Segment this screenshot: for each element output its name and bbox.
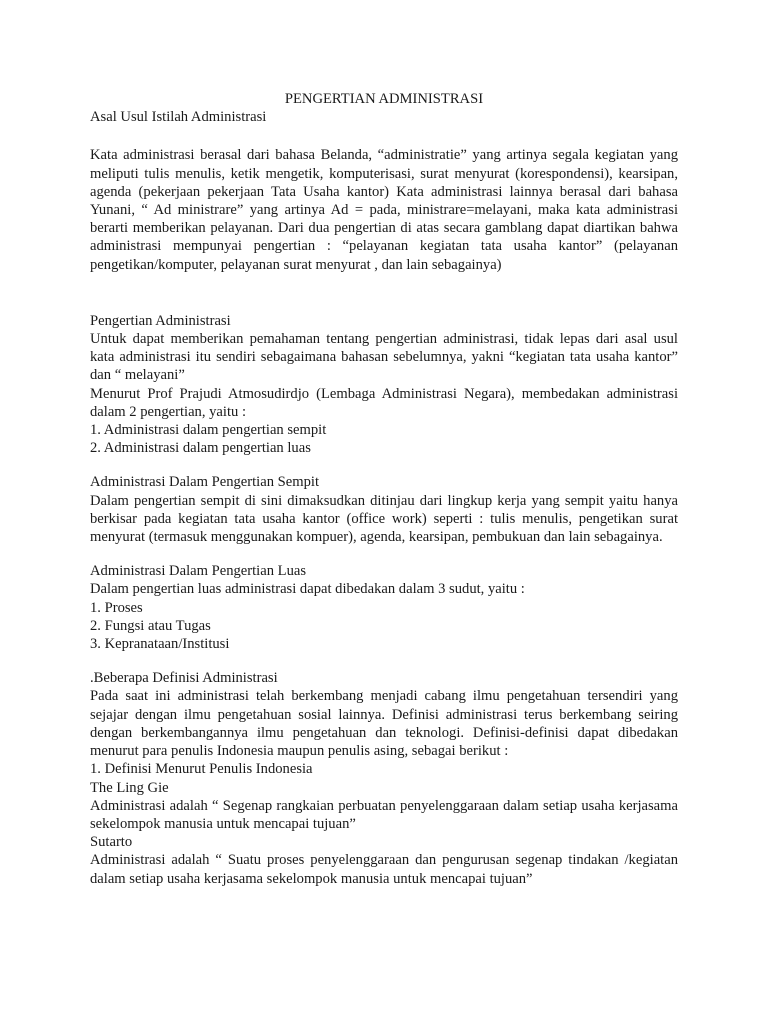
section-heading-definisi: .Beberapa Definisi Administrasi	[90, 670, 278, 687]
paragraph-pengertian-1: Untuk dapat memberikan pemahaman tentang pengertian administrasi, tidak lepas dari asal usul kata administrasi itu sendiri sebagaimana bahasan sebelumnya, yakni “kegiatan tata usaha kantor” dan “ melayani”	[90, 331, 678, 384]
author-name: The Ling Gie	[90, 779, 169, 796]
definition-quote: Administrasi adalah “ Segenap rangkaian perbuatan penyelenggaraan dalam setiap usaha kerjasama sekelompok manusia untuk mencapai tujuan”	[90, 797, 678, 832]
list-item: 1. Administrasi dalam pengertian sempit	[90, 422, 327, 439]
paragraph-pengertian-2: Menurut Prof Prajudi Atmosudirdjo (Lembaga Administrasi Negara), membedakan administrasi dalam 2 pengertian, yaitu :	[90, 385, 678, 420]
list-item: 1. Proses	[90, 599, 143, 616]
list-item: 3. Kepranataan/Institusi	[90, 636, 230, 653]
paragraph-sempit: Dalam pengertian sempit di sini dimaksudkan ditinjau dari lingkup kerja yang sempit yaitu hanya berkisar pada kegiatan tata usaha kantor (office work) seperti : tulis menulis, pengetikan surat menyurat (termasuk menggunakan kompuer), agenda, kearsipan, pembukuan dan lain sebagainya.	[90, 492, 678, 546]
document-body	[90, 90, 678, 888]
paragraph-definisi: Pada saat ini administrasi telah berkembang menjadi cabang ilmu pengetahuan tersendiri yang sejajar dengan ilmu pengetahuan sosial lainnya. Definisi administrasi terus berkembang seiring dengan berkembangannya ilmu pengetahuan dan teknologi. Definisi-definisi dapat dibedakan menurut para penulis Indonesia maupun penulis asing, sebagai berikut :	[90, 688, 678, 760]
section-heading-pengertian: Pengertian Administrasi	[90, 312, 231, 329]
definition-quote: Administrasi adalah “ Suatu proses penyelenggaraan dan pengurusan segenap tindakan /kegiatan dalam setiap usaha kerjasama sekelompok manusia untuk mencapai tujuan”	[90, 852, 678, 887]
paragraph-asal-usul: Kata administrasi berasal dari bahasa Belanda, “administratie” yang artinya segala kegiatan yang meliputi tulis menulis, ketik mengetik, komputerisasi, surat menyurat (korespondensi), kearsipan, agenda (pekerjaan pekerjaan Tata Usaha kantor) Kata administrasi lainnya berasal dari bahasa Yunani, “ Ad ministrare” yang artinya Ad = pada, ministrare=melayani, maka kata administrasi berarti memberikan pelayanan. Dari dua pengertian di atas secara gamblang dapat diartikan bahwa administrasi mempunyai pengertian : “pelayanan kegiatan tata usaha kantor” (pelayanan pengetikan/komputer, pelayanan surat menyurat , dan lain sebagainya)	[90, 147, 678, 273]
paragraph-luas-intro: Dalam pengertian luas administrasi dapat dibedakan dalam 3 sudut, yaitu :	[90, 581, 525, 598]
section-heading-luas: Administrasi Dalam Pengertian Luas	[90, 563, 307, 580]
section-heading-sempit: Administrasi Dalam Pengertian Sempit	[90, 474, 320, 491]
list-item: 2. Administrasi dalam pengertian luas	[90, 440, 311, 457]
list-item: 2. Fungsi atau Tugas	[90, 617, 211, 634]
section-heading-asal-usul: Asal Usul Istilah Administrasi	[90, 109, 267, 126]
subheading-penulis-indonesia: 1. Definisi Menurut Penulis Indonesia	[90, 761, 313, 778]
document-title: PENGERTIAN ADMINISTRASI	[284, 91, 484, 107]
author-name: Sutarto	[90, 834, 133, 851]
